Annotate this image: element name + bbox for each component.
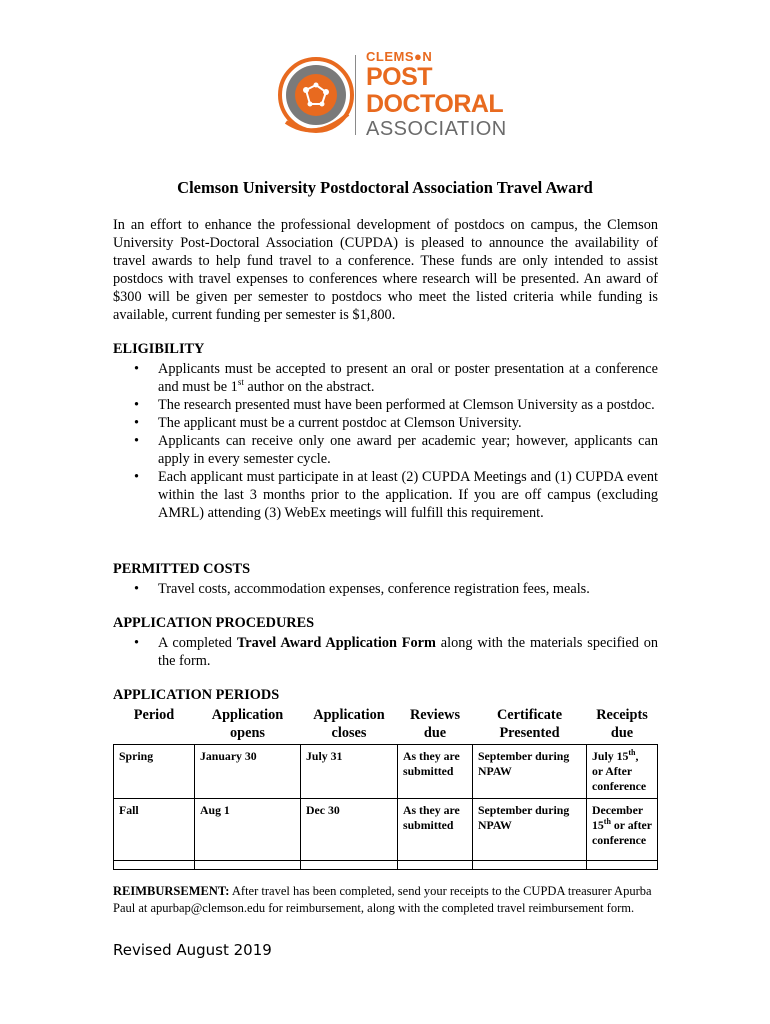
cell-opens: January 30	[195, 745, 301, 799]
logo-post-text: POST	[366, 63, 433, 91]
logo-doctoral-text: DOCTORAL	[366, 90, 504, 118]
table-row-empty	[114, 861, 658, 870]
cell-closes: Dec 30	[301, 799, 398, 861]
cell-certificate: September during NPAW	[473, 745, 587, 799]
table-row	[114, 745, 658, 799]
header-receipts: Receipts due	[596, 707, 648, 741]
list-item: • Applicants can receive only one award per academic year; however, applicants can apply in every semester cycle.	[134, 433, 658, 467]
header-closes: Application closes	[313, 707, 385, 741]
cell-receipts: July 15th, or After conference	[587, 745, 658, 799]
eligibility-heading: ELIGIBILITY	[113, 341, 205, 357]
header-opens: Application opens	[211, 707, 284, 741]
document-title: Clemson University Postdoctoral Association Travel Award	[177, 178, 593, 197]
bullet-icon: •	[134, 469, 140, 485]
application-periods-table	[113, 704, 658, 870]
logo-inner-circle	[295, 74, 337, 116]
logo-divider	[355, 55, 356, 135]
application-procedures-list	[113, 634, 658, 670]
bullet-icon: •	[134, 635, 140, 651]
permitted-costs-heading: PERMITTED COSTS	[113, 561, 251, 577]
intro-paragraph: In an effort to enhance the professional development of postdocs on campus, the Clemson University Post-Doctoral Association (CUPDA) is pleased to announce the availability of travel awards to help fund travel to a conference. These funds are only intended to assist postdocs with travel expenses to conferences where research will be presented. An award of $300 will be given per semester to postdocs who meet the listed criteria while funding is available, current funding per semester is $1,800.	[113, 217, 658, 323]
list-item: • Travel costs, accommodation expenses, conference registration fees, meals.	[134, 581, 590, 597]
revision-footer: Revised August 2019	[113, 941, 272, 959]
bullet-icon: •	[134, 397, 140, 413]
bullet-icon: •	[134, 433, 140, 449]
header-period: Period	[133, 707, 175, 723]
table-header-row	[114, 704, 658, 745]
bullet-icon: •	[134, 581, 140, 597]
logo-association-text: ASSOCIATION	[366, 118, 507, 140]
list-item: • Applicants must be accepted to present an oral or poster presentation at a conference and must be 1st author on the abstract.	[134, 361, 658, 395]
cell-certificate: September during NPAW	[473, 799, 587, 861]
application-procedures-heading: APPLICATION PROCEDURES	[113, 615, 315, 631]
reimbursement-label: REIMBURSEMENT:	[113, 884, 230, 898]
logo-clemson-text-end: N	[422, 49, 433, 64]
cell-opens: Aug 1	[195, 799, 301, 861]
cell-period: Fall	[114, 799, 195, 861]
list-item: • The research presented must have been performed at Clemson University as a postdoc.	[134, 397, 655, 413]
list-item: • Each applicant must participate in at least (2) CUPDA Meetings and (1) CUPDA event within the last 3 months prior to the application. If you are off campus (excluding AMRL) attending (3) WebEx meetings will fulfill this requirement.	[134, 469, 658, 521]
reimbursement-paragraph	[113, 883, 659, 917]
list-item: • A completed Travel Award Application Form along with the materials specified on the form.	[134, 635, 659, 669]
cell-period: Spring	[114, 745, 195, 799]
paw-icon: ●	[414, 49, 423, 64]
cell-reviews: As they are submitted	[398, 745, 473, 799]
cell-reviews: As they are submitted	[398, 799, 473, 861]
reimbursement-text: After travel has been completed, send your receipts to the CUPDA treasurer Apurba Paul at apurbap@clemson.edu for reimbursement, along with the completed travel reimbursement form.	[113, 884, 652, 915]
permitted-costs-list	[113, 580, 658, 598]
list-item: • The applicant must be a current postdoc at Clemson University.	[134, 415, 522, 431]
cell-closes: July 31	[301, 745, 398, 799]
logo-clemson-text: CLEMS	[366, 49, 414, 64]
header-reviews: Reviews due	[409, 707, 461, 741]
form-name: Travel Award Application Form	[236, 635, 436, 651]
header-certificate: Certificate Presented	[496, 707, 563, 741]
bullet-icon: •	[134, 415, 140, 431]
eligibility-list	[113, 360, 658, 522]
logo-wordmark	[366, 50, 507, 139]
cell-receipts: December 15th or after conference	[587, 799, 658, 861]
table-row	[114, 799, 658, 861]
application-periods-heading: APPLICATION PERIODS	[113, 687, 280, 703]
bullet-icon: •	[134, 361, 140, 377]
